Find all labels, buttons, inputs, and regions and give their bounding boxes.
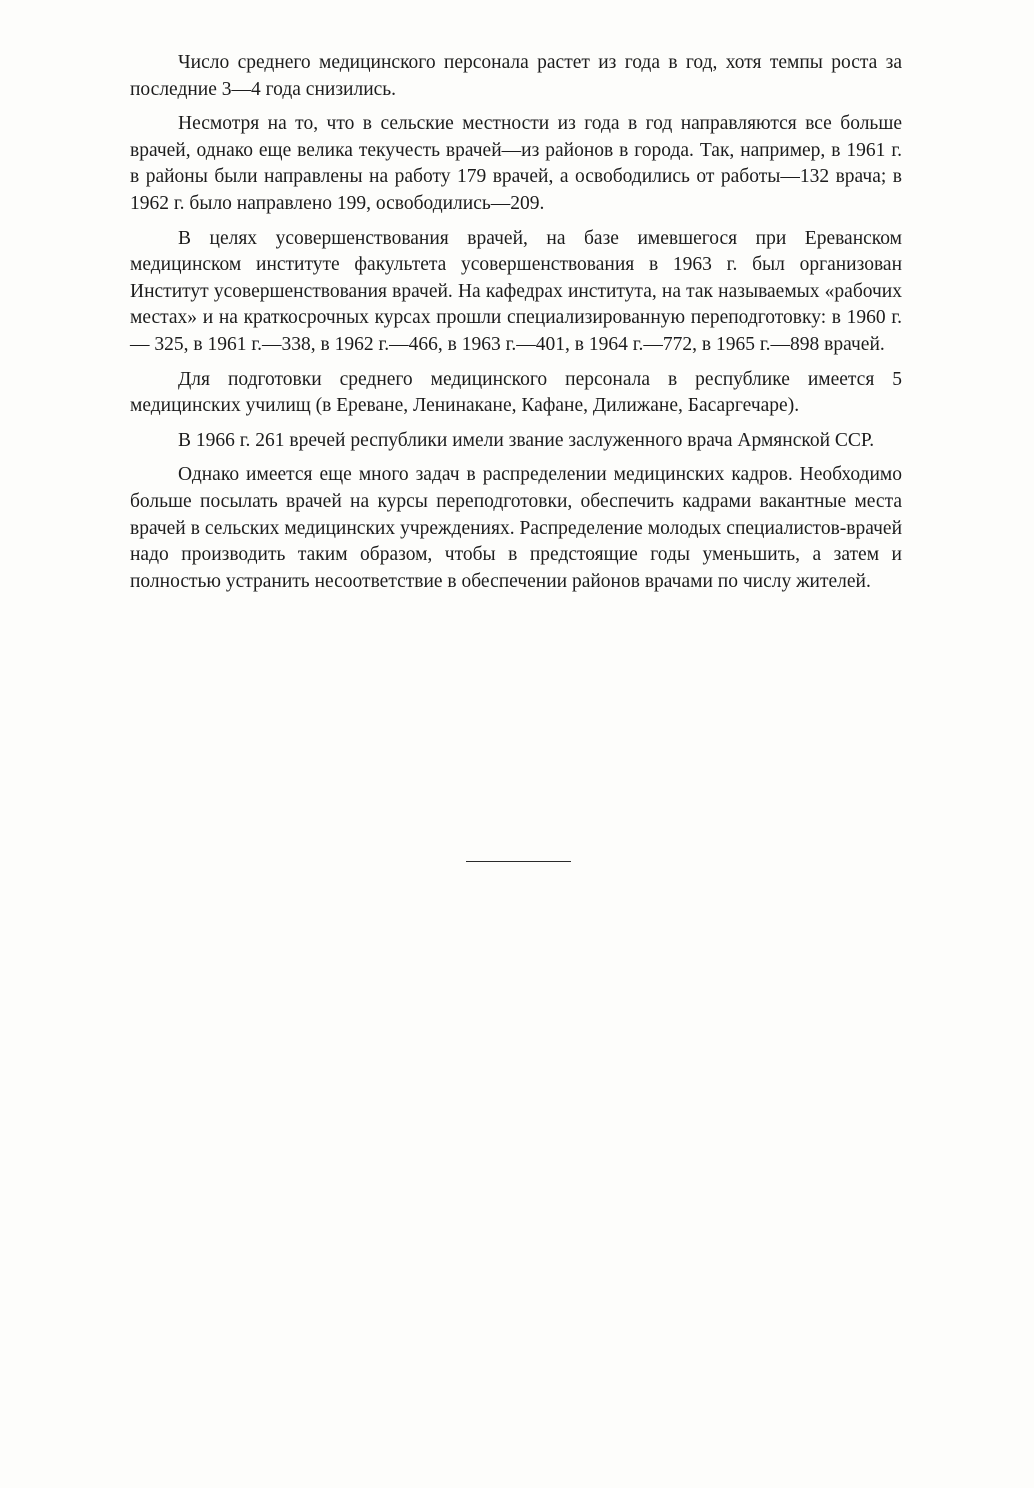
paragraph-tasks: Однако имеется еще много задач в распределении медицинских кадров. Необходимо больше посылать врачей на курсы переподготовки, обеспечить кадрами вакантные места врачей в сельских медицинских учреждениях. Распределение молодых специалистов-врачей надо производить таким образом, чтобы в предстоящие годы уменьшить, а затем и полностью устранить несоответствие в обеспечении районов врачами по числу жителей. <box>130 464 902 592</box>
paragraph-institute: В целях усовершенствования врачей, на базе имевшегося при Ереванском медицинском институте факультета усовершенствования в 1963 г. был организован Институт усовершенствования врачей. На кафедрах института, на так называемых «рабочих местах» и на краткосрочных курсах прошли специализированную переподготовку: в 1960 г.— 325, в 1961 г.—338, в 1962 г.—466, в 1963 г.—401, в 1964 г.—772, в 1965 г.—898 врачей. <box>130 227 902 355</box>
paragraph-schools: Для подготовки среднего медицинского персонала в республике имеется 5 медицинских училищ (в Ереване, Ленинакане, Кафане, Дилижане, Басаргечаре). <box>130 368 902 417</box>
paragraph-honored-doctors: В 1966 г. 261 вречей республики имели звание заслуженного врача Армянской ССР. <box>178 429 875 451</box>
paragraph-rural-doctors: Несмотря на то, что в сельские местности из года в год направляются все больше врачей, однако еще велика текучесть врачей—из районов в города. Так, например, в 1961 г. в районы были направлены на работу 179 врачей, а освободились от работы—132 врача; в 1962 г. было направлено 199, освободились—209. <box>130 113 902 214</box>
body-text <box>130 50 902 603</box>
paragraph-staff-growth: Число среднего медицинского персонала растет из года в год, хотя темпы роста за последние 3—4 года снизились. <box>130 52 902 100</box>
section-divider <box>466 861 571 862</box>
